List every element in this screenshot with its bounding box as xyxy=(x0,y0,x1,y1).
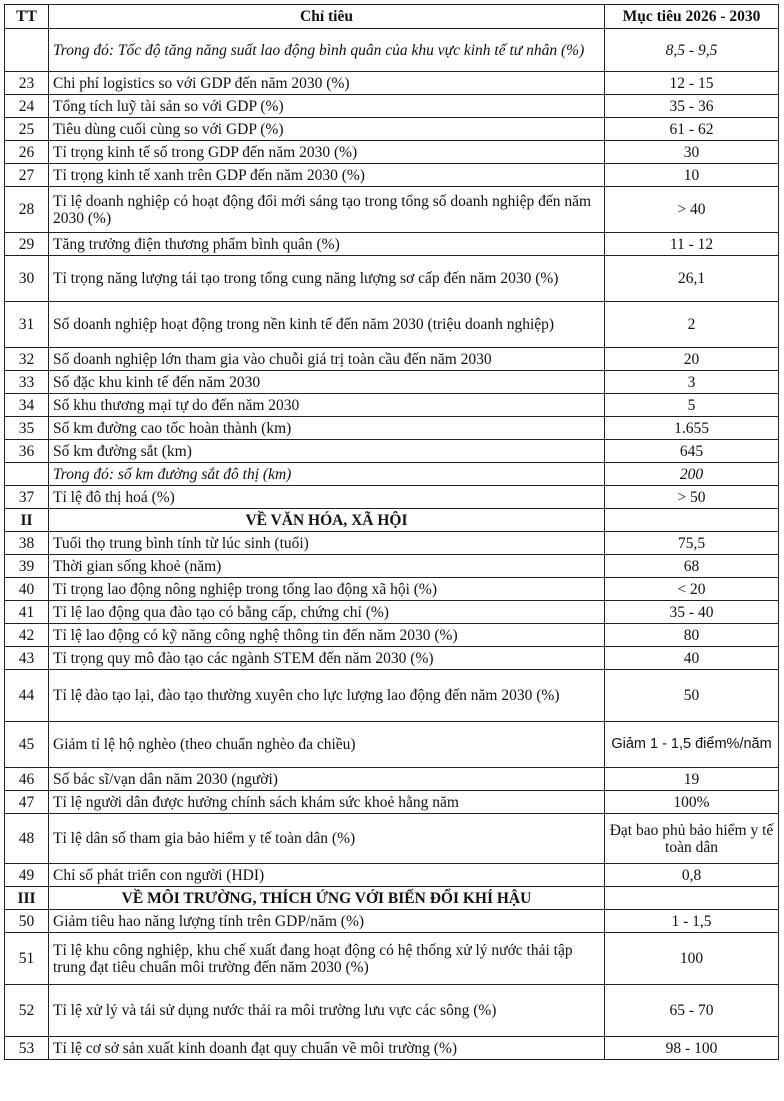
indicator-text: Trong đó: số km đường sắt đô thị (km) xyxy=(49,463,605,486)
row-number: 37 xyxy=(5,486,49,509)
section-title: VỀ VĂN HÓA, XÃ HỘI xyxy=(49,509,605,532)
target-value: 12 - 15 xyxy=(605,72,779,95)
indicator-text: Số doanh nghiệp lớn tham gia vào chuỗi giá trị toàn cầu đến năm 2030 xyxy=(49,348,605,371)
table-body xyxy=(5,29,779,1060)
target-value: 2 xyxy=(605,302,779,348)
row-number: 51 xyxy=(5,933,49,985)
table-row xyxy=(5,624,779,647)
row-number: 29 xyxy=(5,233,49,256)
target-value: 1.655 xyxy=(605,417,779,440)
indicator-text: Tuổi thọ trung bình tính từ lúc sinh (tuổi) xyxy=(49,532,605,555)
target-value: > 50 xyxy=(605,486,779,509)
row-number: 28 xyxy=(5,187,49,233)
table-row xyxy=(5,371,779,394)
table-row xyxy=(5,72,779,95)
row-number: 26 xyxy=(5,141,49,164)
indicator-text: Tổng tích luỹ tài sản so với GDP (%) xyxy=(49,95,605,118)
indicator-text: Tỉ lệ khu công nghiệp, khu chế xuất đang hoạt động có hệ thống xử lý nước thải tập trung đạt tiêu chuẩn môi trường đến năm 2030 (%) xyxy=(49,933,605,985)
indicator-text: Tỉ trọng năng lượng tái tạo trong tổng cung năng lượng sơ cấp đến năm 2030 (%) xyxy=(49,256,605,302)
table-header-row xyxy=(5,5,779,29)
target-value: 100 xyxy=(605,933,779,985)
target-value: 1 - 1,5 xyxy=(605,910,779,933)
target-value: 20 xyxy=(605,348,779,371)
table-row xyxy=(5,118,779,141)
table-row xyxy=(5,910,779,933)
table-row xyxy=(5,1037,779,1060)
target-value: 98 - 100 xyxy=(605,1037,779,1060)
table-row xyxy=(5,578,779,601)
indicator-text: Tỉ lệ người dân được hưởng chính sách khám sức khoẻ hằng năm xyxy=(49,791,605,814)
indicator-text: Số km đường cao tốc hoàn thành (km) xyxy=(49,417,605,440)
indicator-text: Số đặc khu kinh tế đến năm 2030 xyxy=(49,371,605,394)
table-row xyxy=(5,670,779,722)
row-number: 44 xyxy=(5,670,49,722)
target-value: 40 xyxy=(605,647,779,670)
indicator-text: Trong đó: Tốc độ tăng năng suất lao động bình quân của khu vực kinh tế tư nhân (%) xyxy=(49,29,605,72)
table-row xyxy=(5,29,779,72)
row-number: 24 xyxy=(5,95,49,118)
indicator-text: Số km đường sắt (km) xyxy=(49,440,605,463)
indicator-text: Tiêu dùng cuối cùng so với GDP (%) xyxy=(49,118,605,141)
table-row xyxy=(5,768,779,791)
target-value: 0,8 xyxy=(605,864,779,887)
indicator-text: Tỉ lệ lao động qua đào tạo có bằng cấp, chứng chỉ (%) xyxy=(49,601,605,624)
row-number: 32 xyxy=(5,348,49,371)
row-number: 43 xyxy=(5,647,49,670)
table-row xyxy=(5,791,779,814)
indicator-text: Giảm tỉ lệ hộ nghèo (theo chuẩn nghèo đa chiều) xyxy=(49,722,605,768)
row-number: 52 xyxy=(5,985,49,1037)
table-row xyxy=(5,95,779,118)
target-value: 65 - 70 xyxy=(605,985,779,1037)
row-number xyxy=(5,29,49,72)
indicator-text: Số bác sĩ/vạn dân năm 2030 (người) xyxy=(49,768,605,791)
table-row xyxy=(5,985,779,1037)
target-value: < 20 xyxy=(605,578,779,601)
target-value: 5 xyxy=(605,394,779,417)
table-row xyxy=(5,532,779,555)
target-value: Giảm 1 - 1,5 điểm%/năm xyxy=(605,722,779,768)
indicator-text: Tỉ lệ xử lý và tái sử dụng nước thải ra môi trường lưu vực các sông (%) xyxy=(49,985,605,1037)
table-row xyxy=(5,164,779,187)
target-value: 75,5 xyxy=(605,532,779,555)
indicator-text: Tăng trưởng điện thương phẩm bình quân (%) xyxy=(49,233,605,256)
indicator-text: Giảm tiêu hao năng lượng tính trên GDP/năm (%) xyxy=(49,910,605,933)
table-row xyxy=(5,463,779,486)
row-number: 39 xyxy=(5,555,49,578)
indicator-text: Chi phí logistics so với GDP đến năm 2030 (%) xyxy=(49,72,605,95)
target-value: 11 - 12 xyxy=(605,233,779,256)
row-number: 40 xyxy=(5,578,49,601)
target-value: > 40 xyxy=(605,187,779,233)
row-number xyxy=(5,463,49,486)
indicator-text: Tỉ trọng kinh tế số trong GDP đến năm 2030 (%) xyxy=(49,141,605,164)
target-value: 30 xyxy=(605,141,779,164)
indicator-text: Tỉ trọng quy mô đào tạo các ngành STEM đến năm 2030 (%) xyxy=(49,647,605,670)
header-indicator: Chỉ tiêu xyxy=(49,5,605,29)
indicator-text: Số doanh nghiệp hoạt động trong nền kinh tế đến năm 2030 (triệu doanh nghiệp) xyxy=(49,302,605,348)
row-number: 47 xyxy=(5,791,49,814)
table-row xyxy=(5,486,779,509)
table-row xyxy=(5,348,779,371)
target-value: 8,5 - 9,5 xyxy=(605,29,779,72)
row-number: 35 xyxy=(5,417,49,440)
row-number: 46 xyxy=(5,768,49,791)
target-value: 10 xyxy=(605,164,779,187)
table-row xyxy=(5,601,779,624)
target-value: 3 xyxy=(605,371,779,394)
table-row xyxy=(5,440,779,463)
target-value: 19 xyxy=(605,768,779,791)
indicator-text: Tỉ lệ dân số tham gia bảo hiểm y tế toàn dân (%) xyxy=(49,814,605,864)
indicator-text: Tỉ lệ đô thị hoá (%) xyxy=(49,486,605,509)
row-number: 34 xyxy=(5,394,49,417)
row-number: 53 xyxy=(5,1037,49,1060)
row-number: III xyxy=(5,887,49,910)
target-value: 61 - 62 xyxy=(605,118,779,141)
targets-table xyxy=(4,4,779,1060)
table-row xyxy=(5,141,779,164)
indicator-text: Tỉ lệ doanh nghiệp có hoạt động đổi mới sáng tạo trong tổng số doanh nghiệp đến năm 2030 (%) xyxy=(49,187,605,233)
row-number: 23 xyxy=(5,72,49,95)
target-value: 50 xyxy=(605,670,779,722)
row-number: 50 xyxy=(5,910,49,933)
section-row xyxy=(5,509,779,532)
table-row xyxy=(5,933,779,985)
row-number: 49 xyxy=(5,864,49,887)
row-number: 42 xyxy=(5,624,49,647)
target-value xyxy=(605,887,779,910)
header-target: Mục tiêu 2026 - 2030 xyxy=(605,5,779,29)
section-title: VỀ MÔI TRƯỜNG, THÍCH ỨNG VỚI BIẾN ĐỔI KHÍ HẬU xyxy=(49,887,605,910)
indicator-text: Thời gian sống khoẻ (năm) xyxy=(49,555,605,578)
row-number: 30 xyxy=(5,256,49,302)
target-value: 100% xyxy=(605,791,779,814)
target-value: Đạt bao phủ bảo hiểm y tế toàn dân xyxy=(605,814,779,864)
table-row xyxy=(5,555,779,578)
row-number: 25 xyxy=(5,118,49,141)
table-row xyxy=(5,233,779,256)
target-value: 68 xyxy=(605,555,779,578)
row-number: 33 xyxy=(5,371,49,394)
row-number: 27 xyxy=(5,164,49,187)
row-number: 41 xyxy=(5,601,49,624)
table-row xyxy=(5,814,779,864)
target-value: 200 xyxy=(605,463,779,486)
indicator-text: Tỉ trọng kinh tế xanh trên GDP đến năm 2030 (%) xyxy=(49,164,605,187)
target-value: 645 xyxy=(605,440,779,463)
target-value: 26,1 xyxy=(605,256,779,302)
section-row xyxy=(5,887,779,910)
indicator-text: Số khu thương mại tự do đến năm 2030 xyxy=(49,394,605,417)
table-row xyxy=(5,256,779,302)
indicator-text: Tỉ lệ đào tạo lại, đào tạo thường xuyên cho lực lượng lao động đến năm 2030 (%) xyxy=(49,670,605,722)
table-row xyxy=(5,722,779,768)
header-tt: TT xyxy=(5,5,49,29)
table-row xyxy=(5,302,779,348)
table-row xyxy=(5,647,779,670)
row-number: 31 xyxy=(5,302,49,348)
target-value xyxy=(605,509,779,532)
indicator-text: Tỉ lệ cơ sở sản xuất kinh doanh đạt quy chuẩn về môi trường (%) xyxy=(49,1037,605,1060)
target-value: 35 - 36 xyxy=(605,95,779,118)
table-row xyxy=(5,394,779,417)
row-number: 38 xyxy=(5,532,49,555)
table-row xyxy=(5,864,779,887)
indicator-text: Chỉ số phát triển con người (HDI) xyxy=(49,864,605,887)
indicator-text: Tỉ trọng lao động nông nghiệp trong tổng lao động xã hội (%) xyxy=(49,578,605,601)
target-value: 80 xyxy=(605,624,779,647)
row-number: 48 xyxy=(5,814,49,864)
row-number: 45 xyxy=(5,722,49,768)
row-number: 36 xyxy=(5,440,49,463)
table-row xyxy=(5,187,779,233)
row-number: II xyxy=(5,509,49,532)
target-value: 35 - 40 xyxy=(605,601,779,624)
table-row xyxy=(5,417,779,440)
indicator-text: Tỉ lệ lao động có kỹ năng công nghệ thông tin đến năm 2030 (%) xyxy=(49,624,605,647)
